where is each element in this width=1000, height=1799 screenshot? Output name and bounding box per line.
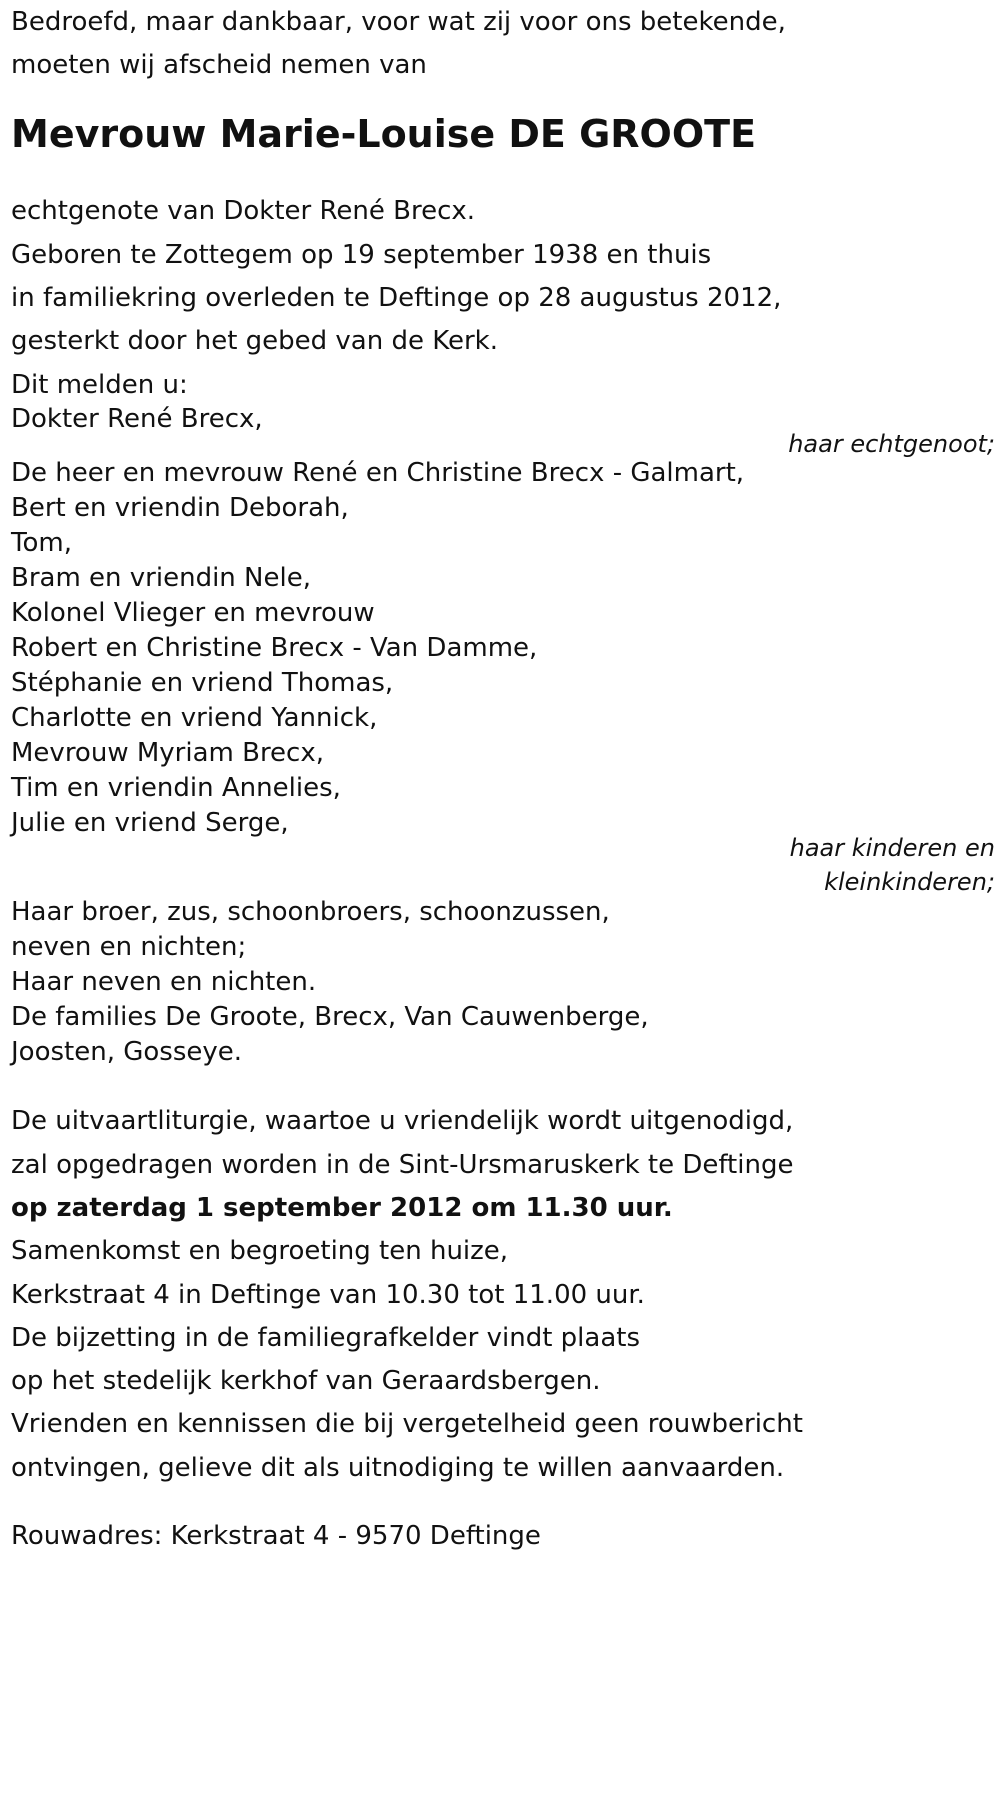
family-line-2: Bert en vriendin Deborah,	[11, 493, 349, 523]
family-line-4: Bram en vriendin Nele,	[11, 563, 311, 593]
obituary-page	[11, 0, 995, 1799]
family-line-1: De heer en mevrouw René en Christine Brecx - Galmart,	[11, 458, 745, 488]
relatives-line-2: neven en nichten;	[11, 932, 247, 962]
ceremony-date: op zaterdag 1 september 2012 om 11.30 uur.	[11, 1193, 673, 1223]
family-line-8: Charlotte en vriend Yannick,	[11, 703, 378, 733]
intro-line-1: Bedroefd, maar dankbaar, voor wat zij voor ons betekende,	[11, 7, 786, 37]
spouse-line: Dokter René Brecx,	[11, 404, 263, 434]
relatives-line-4: De families De Groote, Brecx, Van Cauwenberge,	[11, 1002, 649, 1032]
family-line-7: Stéphanie en vriend Thomas,	[11, 668, 394, 698]
announcement: Dit melden u:	[11, 370, 188, 400]
family-line-10: Tim en vriendin Annelies,	[11, 773, 341, 803]
family-note-line-1: haar kinderen en	[789, 834, 995, 862]
detail-line-4: gesterkt door het gebed van de Kerk.	[11, 326, 499, 356]
detail-line-3: in familiekring overleden te Deftinge op 28 augustus 2012,	[11, 283, 782, 313]
relatives-line-5: Joosten, Gosseye.	[11, 1037, 243, 1067]
intro-line-2: moeten wij afscheid nemen van	[11, 50, 427, 80]
ceremony-line-6: De bijzetting in de familiegrafkelder vindt plaats	[11, 1323, 641, 1353]
relatives-line-1: Haar broer, zus, schoonbroers, schoonzussen,	[11, 897, 610, 927]
family-line-3: Tom,	[11, 528, 72, 558]
ceremony-line-9: ontvingen, gelieve dit als uitnodiging te willen aanvaarden.	[11, 1453, 785, 1483]
mourning-address: Rouwadres: Kerkstraat 4 - 9570 Deftinge	[11, 1521, 541, 1551]
family-note-line-2: kleinkinderen;	[824, 868, 995, 896]
ceremony-line-8: Vrienden en kennissen die bij vergetelheid geen rouwbericht	[11, 1409, 803, 1439]
detail-line-1: echtgenote van Dokter René Brecx.	[11, 196, 476, 226]
ceremony-line-1: De uitvaartliturgie, waartoe u vriendelijk wordt uitgenodigd,	[11, 1106, 794, 1136]
family-line-5: Kolonel Vlieger en mevrouw	[11, 598, 375, 628]
spouse-note: haar echtgenoot;	[788, 430, 995, 458]
detail-line-2: Geboren te Zottegem op 19 september 1938 en thuis	[11, 240, 712, 270]
ceremony-line-2: zal opgedragen worden in de Sint-Ursmaruskerk te Deftinge	[11, 1150, 794, 1180]
relatives-line-3: Haar neven en nichten.	[11, 967, 317, 997]
deceased-name: Mevrouw Marie-Louise DE GROOTE	[11, 112, 757, 156]
ceremony-line-4: Samenkomst en begroeting ten huize,	[11, 1236, 509, 1266]
ceremony-line-5: Kerkstraat 4 in Deftinge van 10.30 tot 11.00 uur.	[11, 1280, 645, 1310]
family-line-11: Julie en vriend Serge,	[11, 808, 289, 838]
ceremony-line-7: op het stedelijk kerkhof van Geraardsbergen.	[11, 1366, 601, 1396]
family-line-9: Mevrouw Myriam Brecx,	[11, 738, 325, 768]
family-line-6: Robert en Christine Brecx - Van Damme,	[11, 633, 538, 663]
